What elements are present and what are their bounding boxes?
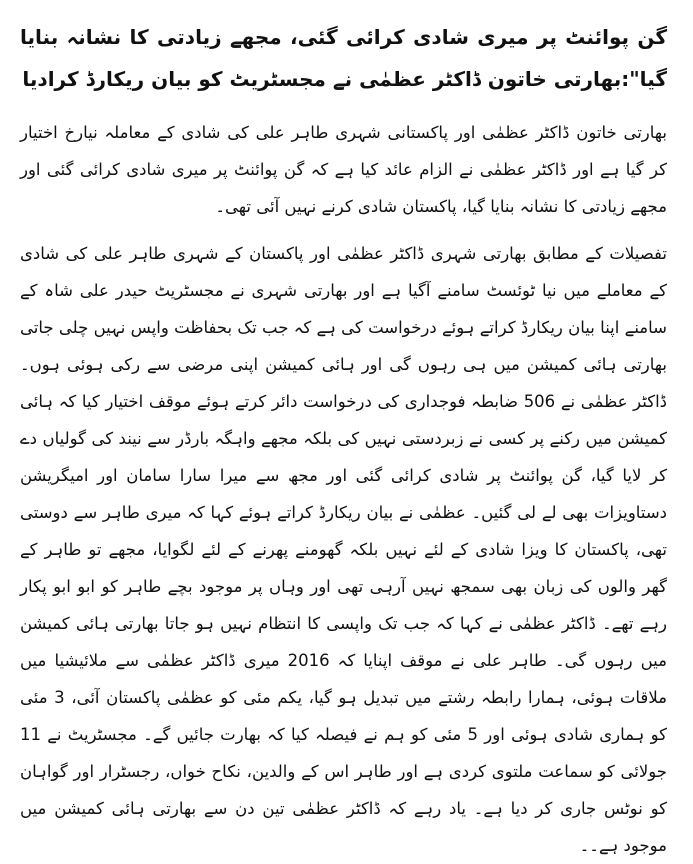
intro-paragraph: بھارتی خاتون ڈاکٹر عظمٰی اور پاکستانی شہری طاہر علی کی شادی کے معاملہ نیارخ اختیار کر گیا ہے اور ڈاکٹر عظمٰی نے الزام عائد کیا ہے کہ گن پوائنٹ پر میری شادی کرائی گئی اور مجھے زیادتی کا نشانہ بنایا گیا، پاکستان شادی کرنے نہیں آئی تھی۔ — [20, 123, 667, 216]
body-paragraph: تفصیلات کے مطابق بھارتی شہری ڈاکٹر عظمٰی اور پاکستان کے شہری طاہر علی کی شادی کے معاملے میں نیا ٹوئسٹ سامنے آگیا ہے اور بھارتی شہری نے مجسٹریٹ حیدر علی شاہ کے سامنے اپنا بیان ریکارڈ کراتے ہوئے درخواست کی ہے کہ جب تک بحفاظت واپس نہیں چلی جاتی بھارتی ہائی کمیشن میں ہی رہوں گی اور ہائی کمیشن اپنی مرضی سے رکی ہوئی ہوں۔ ڈاکٹر عظمٰی نے 506 ضابطہ فوجداری کی درخواست دائر کرتے ہوئے موقف اختیار کیا کہ ہائی کمیشن میں رکنے پر کسی نے زبردستی نہیں کی بلکہ مجھے واہگہ بارڈر سے نیند کی گولیاں دے کر لایا گیا، گن پوائنٹ پر شادی کرائی گئی اور مجھ سے میرا سارا سامان اور امیگریشن دستاویزات بھی لے لی گئیں۔ عظمٰی نے بیان ریکارڈ کراتے ہوئے کہا کہ میری طاہر سے دوستی تھی، پاکستان کا ویزا شادی کے لئے نہیں بلکہ گھومنے پھرنے کے لئے لگوایا، مجھے تو طاہر کے گھر والوں کی زبان بھی سمجھ نہیں آرہی تھی اور وہاں پر موجود بچے طاہر کو ابو ابو پکار رہے تھے۔ ڈاکٹر عظمٰی نے کہا کہ جب تک واپسی کا انتظام نہیں ہو جاتا بھارتی ہائی کمیشن میں رہوں گی۔ طاہر علی نے موقف اپنایا کہ 2016 میری ڈاکٹر عظمٰی سے ملائیشیا میں ملاقات ہوئی، ہمارا رابطہ رشتے میں تبدیل ہو گیا، یکم مئی کو عظمٰی پاکستان آئی، 3 مئی کو ہماری شادی ہوئی اور 5 مئی کو ہم نے فیصلہ کیا کہ بھارت جائیں گے۔ مجسٹریٹ نے 11 جولائی کو سماعت ملتوی کردی ہے اور طاہر اس کے والدین، نکاح خواں، رجسٹرار اور گواہان کو نوٹس جاری کر دیا ہے۔ یاد رہے کہ ڈاکٹر عظمٰی تین دن سے بھارتی ہائی کمیشن میں موجود ہے۔۔ — [20, 244, 668, 855]
article-headline: گن پوائنٹ پر میری شادی کرائی گئی، مجھے زیادتی کا نشانہ بنایا گیا":بھارتی خاتون ڈاکٹر عظمٰی نے مجسٹریٹ کو بیان ریکارڈ کرادیا — [20, 25, 667, 91]
